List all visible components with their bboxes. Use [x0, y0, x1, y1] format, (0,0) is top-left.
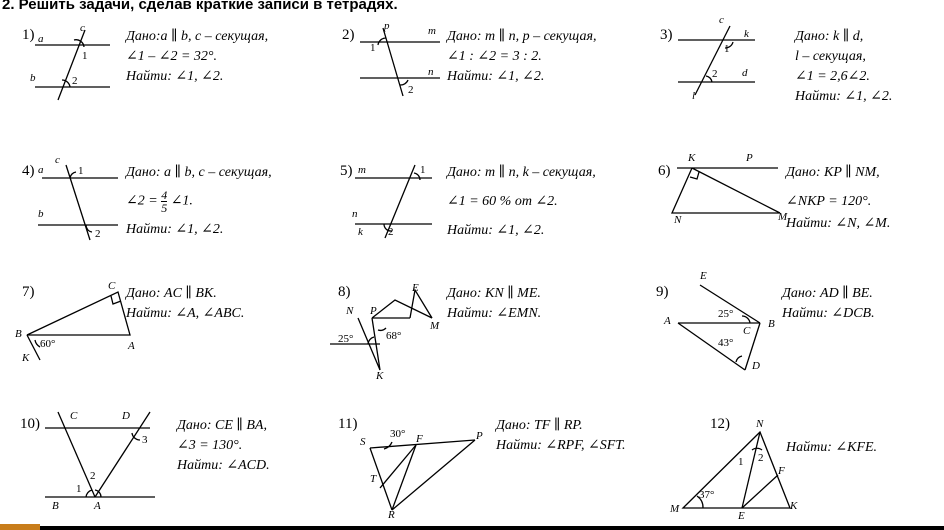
p9-label-25: 25° — [718, 308, 734, 320]
p11-label-P: P — [476, 430, 483, 442]
p2-label-1: 1 — [370, 42, 376, 54]
p3-label-k: k — [744, 28, 749, 40]
p2-label-m: m — [428, 25, 436, 37]
p3-label-d: d — [742, 67, 748, 79]
p8-label-N: N — [346, 305, 354, 317]
p8-label-P: P — [370, 305, 377, 317]
figure-1 — [35, 30, 110, 100]
p12-label-F: F — [778, 465, 785, 477]
problem-4-text: Дано: a ∥ b, c – секущая, ∠2 = $\frac{4}{5}$ ∠1. Найти: ∠1, ∠2. — [126, 165, 272, 237]
p10-label-1: 1 — [76, 483, 82, 495]
p10-label-A: A — [94, 500, 101, 512]
p6-label-P: P — [746, 152, 753, 164]
p7-label-60: 60° — [40, 338, 56, 350]
p4-label-b: b — [38, 208, 44, 220]
figure-8 — [330, 290, 432, 370]
p2-label-n: n — [428, 66, 434, 78]
p7-label-K: K — [22, 352, 30, 364]
p3-label-2: 2 — [712, 68, 718, 80]
problem-6-number: 6) — [658, 163, 671, 179]
p12-label-E: E — [738, 510, 745, 522]
p8-label-68: 68° — [386, 330, 402, 342]
p6-label-N: N — [674, 214, 682, 226]
p1-label-b: b — [30, 72, 36, 84]
taskbar-fragment — [0, 524, 40, 530]
problem-10-text: Дано: CE ∥ BA, ∠3 = 130°. Найти: ∠ACD. — [177, 418, 270, 473]
p11-label-F: F — [416, 433, 423, 445]
p1-label-c: c — [80, 22, 85, 34]
problem-10-number: 10) — [20, 416, 40, 432]
fraction-4-5: $\frac{4}{5}$ — [161, 188, 168, 215]
p4-label-1: 1 — [78, 165, 84, 177]
problem-1-number: 1) — [22, 27, 35, 43]
problem-9-text: Дано: AD ∥ BE. Найти: ∠DCB. — [782, 286, 875, 321]
p12-label-37: 37° — [699, 489, 715, 501]
problem-4-number: 4) — [22, 163, 35, 179]
p7-label-C: C — [108, 280, 116, 292]
p6-label-K: K — [688, 152, 696, 164]
p10-label-C: C — [70, 410, 78, 422]
problem-12-number: 12) — [710, 416, 730, 432]
p3-label-c: c — [719, 14, 724, 26]
problem-9-number: 9) — [656, 284, 669, 300]
p11-label-T: T — [370, 473, 377, 485]
p1-label-a: a — [38, 33, 44, 45]
problem-12-text: Найти: ∠KFE. — [786, 440, 878, 455]
p11-label-R: R — [388, 509, 395, 521]
p1-label-1: 1 — [82, 50, 88, 62]
problem-7-text: Дано: AC ∥ BK. Найти: ∠A, ∠ABC. — [126, 286, 245, 321]
p9-label-B: B — [768, 318, 775, 330]
p8-label-K: K — [376, 370, 384, 382]
problem-1-text: Дано:a ∥ b, c – секущая, ∠1 – ∠2 = 32°. Найти: ∠1, ∠2. — [126, 29, 269, 84]
problem-5-text: Дано: m ∥ n, k – секущая, ∠1 = 60 % от ∠2. Найти: ∠1, ∠2. — [447, 165, 596, 238]
p8-label-M: M — [430, 320, 440, 332]
p5-label-m: m — [358, 164, 366, 176]
problem-3-number: 3) — [660, 27, 673, 43]
p11-label-30: 30° — [390, 428, 406, 440]
p12-label-2: 2 — [758, 452, 764, 464]
problem-11-text: Дано: TF ∥ RP. Найти: ∠RPF, ∠SFT. — [496, 418, 626, 453]
p7-label-A: A — [128, 340, 135, 352]
p3-label-1: 1 — [724, 43, 730, 55]
p9-label-C: C — [743, 325, 751, 337]
p5-label-2: 2 — [388, 226, 394, 238]
p10-label-2: 2 — [90, 470, 96, 482]
problem-6-text: Дано: KP ∥ NM, ∠NKP = 120°. Найти: ∠N, ∠M. — [786, 165, 891, 231]
p12-label-K: K — [790, 500, 798, 512]
problem-3-text: Дано: k ∥ d, l – секущая, ∠1 = 2,6∠2. Найти: ∠1, ∠2. — [795, 29, 893, 104]
p9-label-A: A — [664, 315, 671, 327]
p10-label-B: B — [52, 500, 59, 512]
problem-8-text: Дано: KN ∥ ME. Найти: ∠EMN. — [447, 286, 542, 321]
p9-label-D: D — [752, 360, 760, 372]
p5-label-n: n — [352, 208, 358, 220]
problem-2-number: 2) — [342, 27, 355, 43]
p8-label-E: E — [412, 282, 419, 294]
p9-label-E: E — [700, 270, 707, 282]
p12-label-M: M — [670, 503, 680, 515]
p3-label-l: l — [692, 90, 696, 102]
problem-2-text: Дано: m ∥ n, p – секущая, ∠1 : ∠2 = 3 : 2. Найти: ∠1, ∠2. — [447, 29, 597, 84]
problem-8-number: 8) — [338, 284, 351, 300]
p12-label-N: N — [756, 418, 764, 430]
p6-label-M: M — [778, 211, 788, 223]
figure-6 — [672, 168, 780, 213]
problem-11-number: 11) — [338, 416, 358, 432]
task-title: 2. Решить задачи, сделав краткие записи в тетрадях. — [2, 0, 398, 13]
p1-label-2: 2 — [72, 75, 78, 87]
p12-label-1: 1 — [738, 456, 744, 468]
p9-label-43: 43° — [718, 337, 734, 349]
p4-label-c: c — [55, 154, 60, 166]
p11-label-S: S — [360, 436, 366, 448]
p2-label-p: p — [384, 20, 390, 32]
bottom-border — [0, 526, 944, 530]
p10-label-D: D — [122, 410, 130, 422]
p5-label-k: k — [358, 226, 363, 238]
figure-11 — [370, 440, 475, 510]
problem-5-number: 5) — [340, 163, 353, 179]
p7-label-B: B — [15, 328, 22, 340]
p4-label-2: 2 — [95, 228, 101, 240]
p10-label-3: 3 — [142, 434, 148, 446]
p8-label-25: 25° — [338, 333, 354, 345]
problem-7-number: 7) — [22, 284, 35, 300]
p4-label-a: a — [38, 164, 44, 176]
p5-label-1: 1 — [420, 164, 426, 176]
figure-2 — [360, 28, 440, 96]
p2-label-2: 2 — [408, 84, 414, 96]
figure-10 — [45, 412, 155, 497]
